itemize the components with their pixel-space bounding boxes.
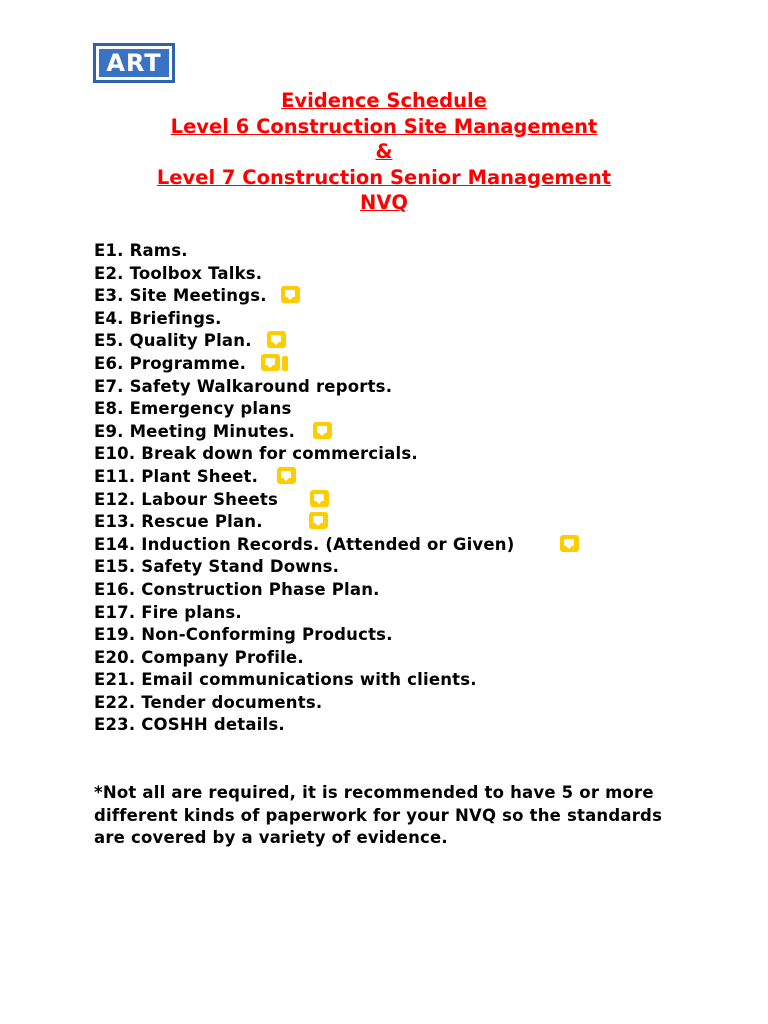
comment-icon[interactable]	[261, 354, 280, 371]
list-item	[94, 714, 734, 737]
comment-icon[interactable]	[267, 331, 286, 348]
evidence-label: E2. Toolbox Talks.	[94, 263, 263, 283]
evidence-label: E20. Company Profile.	[94, 647, 304, 667]
list-item	[94, 692, 734, 715]
evidence-label: E22. Tender documents.	[94, 692, 323, 712]
heading-line-ampersand: &	[375, 140, 393, 163]
evidence-label: E15. Safety Stand Downs.	[94, 557, 340, 577]
evidence-label: E1. Rams.	[94, 241, 188, 260]
list-item	[94, 624, 734, 647]
evidence-label: E17. Fire plans.	[94, 602, 242, 622]
list-item	[94, 534, 734, 557]
art-logo	[93, 43, 175, 83]
evidence-list	[94, 240, 734, 737]
comment-stack-icon	[282, 356, 288, 371]
comment-icon[interactable]	[309, 512, 328, 529]
list-item	[94, 330, 734, 353]
list-item	[94, 285, 734, 308]
evidence-label: E19. Non-Conforming Products.	[94, 625, 393, 645]
evidence-label: E5. Quality Plan.	[94, 331, 252, 351]
list-item	[94, 308, 734, 331]
list-item	[94, 669, 734, 692]
list-item	[94, 240, 734, 263]
list-item	[94, 443, 734, 466]
comment-icon[interactable]	[281, 286, 300, 303]
list-item	[94, 489, 734, 512]
evidence-label: E11. Plant Sheet.	[94, 466, 259, 486]
comment-icon[interactable]	[313, 422, 332, 439]
comment-icon[interactable]	[310, 490, 329, 507]
heading-line-level6: Level 6 Construction Site Management	[170, 114, 598, 138]
list-item	[94, 466, 734, 489]
comment-icon[interactable]	[277, 467, 296, 484]
logo-text: ART	[99, 49, 169, 77]
comment-icon[interactable]	[560, 535, 579, 552]
list-item	[94, 602, 734, 625]
list-item	[94, 398, 734, 421]
evidence-label: E14. Induction Records. (Attended or Given)	[94, 534, 515, 554]
evidence-label: E9. Meeting Minutes.	[94, 421, 296, 441]
evidence-label: E6. Programme.	[94, 353, 247, 373]
evidence-label: E21. Email communications with clients.	[94, 670, 477, 690]
evidence-label: E3. Site Meetings.	[94, 286, 267, 306]
list-item	[94, 579, 734, 602]
list-item	[94, 376, 734, 399]
list-item	[94, 421, 734, 444]
evidence-label: E12. Labour Sheets	[94, 489, 278, 509]
footnote: *Not all are required, it is recommended to have 5 or more different kinds of paperwork for your NVQ so the standards are covered by a variety of evidence.	[94, 783, 663, 847]
heading-line-nvq: NVQ	[360, 191, 408, 214]
heading-line-title: Evidence Schedule	[281, 89, 487, 112]
heading-line-level7: Level 7 Construction Senior Management	[156, 165, 612, 189]
evidence-label: E4. Briefings.	[94, 308, 222, 328]
evidence-label: E13. Rescue Plan.	[94, 512, 263, 532]
list-item	[94, 556, 734, 579]
list-item	[94, 647, 734, 670]
evidence-label: E10. Break down for commercials.	[94, 444, 418, 464]
evidence-label: E16. Construction Phase Plan.	[94, 579, 380, 599]
document-heading	[0, 88, 768, 216]
list-item	[94, 263, 734, 286]
evidence-label: E7. Safety Walkaround reports.	[94, 376, 393, 396]
evidence-label: E23. COSHH details.	[94, 715, 285, 735]
list-item	[94, 511, 734, 534]
list-item	[94, 353, 734, 376]
evidence-label: E8. Emergency plans	[94, 399, 292, 419]
